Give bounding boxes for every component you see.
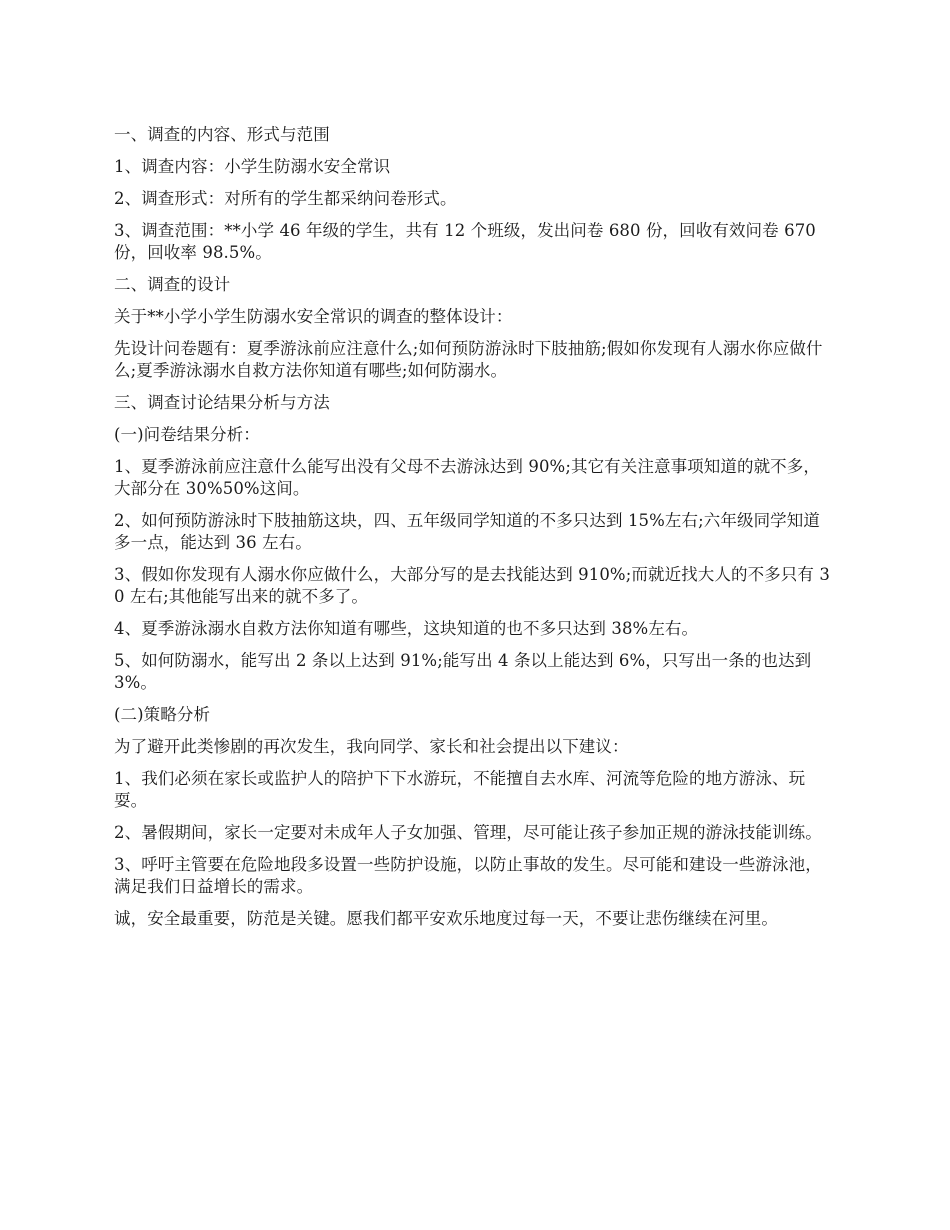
- paragraph-conclusion: 诚，安全最重要，防范是关键。愿我们都平安欢乐地度过每一天，不要让悲伤继续在河里。: [114, 909, 778, 928]
- paragraph-survey-range: 3、调查范围：**小学 46 年级的学生，共有 12 个班级，发出问卷 680 份，回收有效问卷 670 份，回收率 98.5%。: [114, 221, 816, 262]
- paragraph-suggestion-1: 1、我们必须在家长或监护人的陪护下下水游玩，不能擅自去水库、河流等危险的地方游泳、玩耍。: [114, 769, 806, 810]
- paragraph-survey-content: 1、调查内容：小学生防溺水安全常识: [114, 157, 391, 176]
- paragraph-questionnaire-items: 先设计问卷题有：夏季游泳前应注意什么;如何预防游泳时下肢抽筋;假如你发现有人溺水你应做什么;夏季游泳溺水自救方法你知道有哪些;如何防溺水。: [114, 339, 823, 380]
- paragraph-survey-form: 2、调查形式：对所有的学生都采纳问卷形式。: [114, 189, 457, 208]
- section-heading-results-analysis: 三、调查讨论结果分析与方法: [114, 393, 330, 412]
- document-page: [114, 124, 836, 930]
- paragraph-result-4: 4、夏季游泳溺水自救方法你知道有哪些，这块知道的也不多只达到 38%左右。: [114, 619, 699, 638]
- subheading-strategy-analysis: (二)策略分析: [114, 705, 211, 724]
- section-heading-survey-design: 二、调查的设计: [114, 275, 231, 294]
- subheading-questionnaire-results: (一)问卷结果分析：: [114, 425, 260, 444]
- paragraph-result-3: 3、假如你发现有人溺水你应做什么，大部分写的是去找能达到 910%;而就近找大人的不多只有 30 左右;其他能写出来的就不多了。: [114, 565, 830, 606]
- paragraph-suggestion-3: 3、呼吁主管要在危险地段多设置一些防护设施，以防止事故的发生。尽可能和建设一些游泳池，满足我们日益增长的需求。: [114, 855, 822, 896]
- paragraph-suggestions-intro: 为了避开此类惨剧的再次发生，我向同学、家长和社会提出以下建议：: [114, 737, 629, 756]
- paragraph-suggestion-2: 2、暑假期间，家长一定要对未成年人子女加强、管理，尽可能让孩子参加正规的游泳技能训练。: [114, 823, 822, 842]
- paragraph-result-2: 2、如何预防游泳时下肢抽筋这块，四、五年级同学知道的不多只达到 15%左右;六年级同学知道多一点，能达到 36 左右。: [114, 511, 820, 552]
- paragraph-design-overview: 关于**小学小学生防溺水安全常识的调查的整体设计：: [114, 307, 513, 326]
- paragraph-result-5: 5、如何防溺水，能写出 2 条以上达到 91%;能写出 4 条以上能达到 6%，只写出一条的也达到 3%。: [114, 651, 812, 692]
- paragraph-result-1: 1、夏季游泳前应注意什么能写出没有父母不去游泳达到 90%;其它有关注意事项知道的就不多，大部分在 30%50%这间。: [114, 457, 820, 498]
- section-heading-survey-scope: 一、调查的内容、形式与范围: [114, 125, 330, 144]
